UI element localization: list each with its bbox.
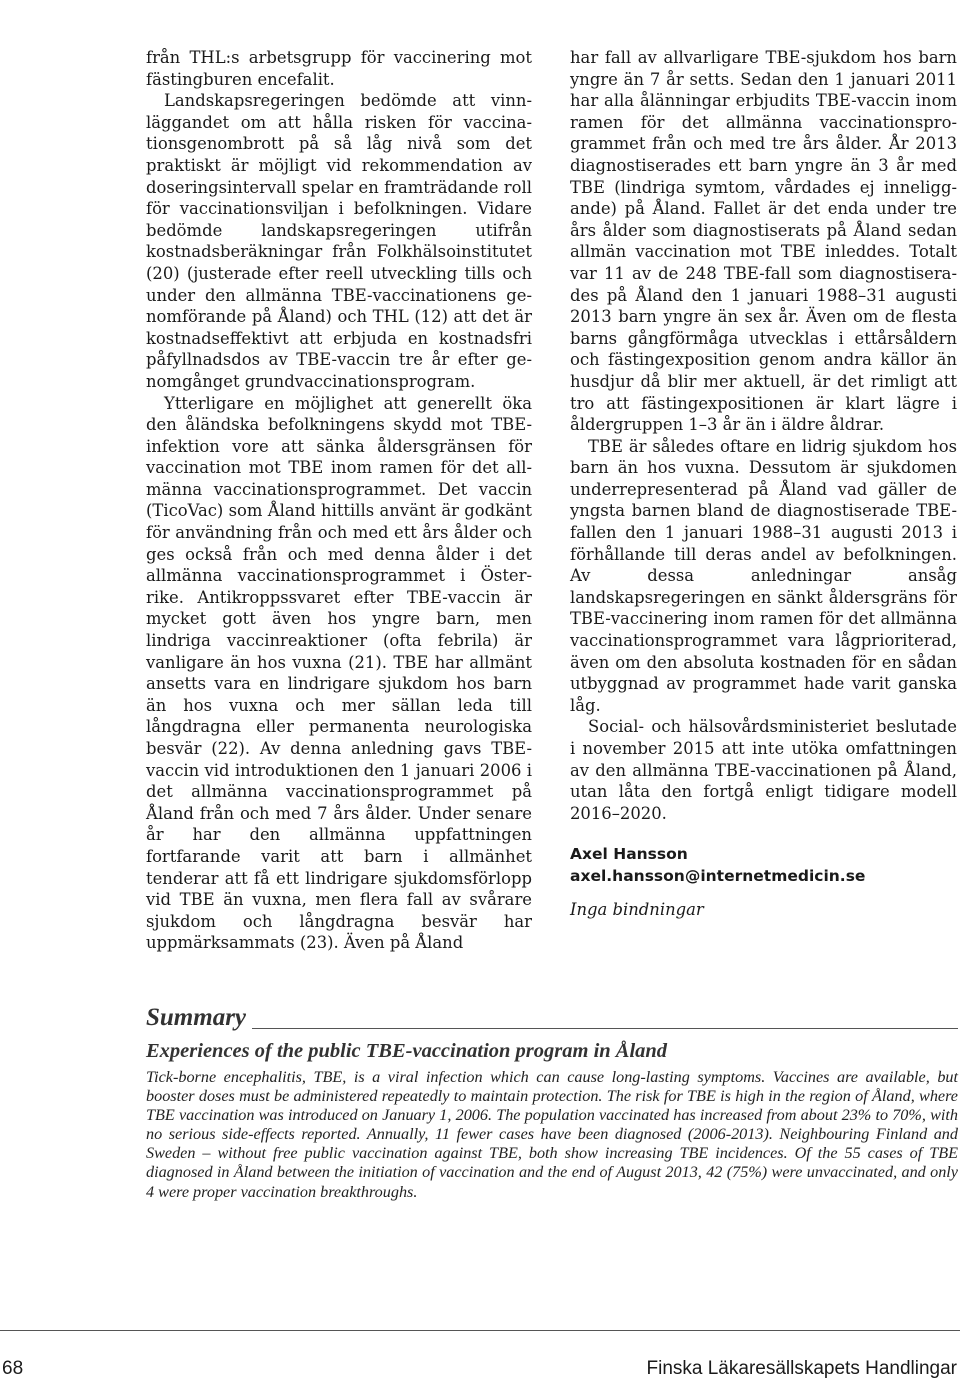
summary-rule [146, 1028, 958, 1029]
right-paragraph-2: TBE är således oftare en lidrig sjukdom hos barn än hos vuxna. Dessutom är sjukdomen underrepresenterad på Åland vad gäller de yngsta barnen bland de diagnostiserade TBE-fallen den 1 januari 1988–31 augusti 2013 i förhållande till deras andel av befolkningen. Av dessa anledningar ansåg landskapsregeringen en sänkt åldersgräns för TBE-vaccinering inom ramen för det allmänna vaccinationsprogrammet vara lågprioriterad, även om den absoluta kostnaden för en sådan utbyggnad av programmet hade varit ganska låg. [570, 436, 957, 715]
right-paragraph-1: har fall av allvarligare TBE-sjukdom hos barn yngre än 7 år setts. Sedan den 1 januari 2011 har alla ålänningar erbjudits TBE-vaccin inom ramen för det allmänna vaccinationsprogrammet från och med tre års ålder. År 2013 diagnostiserades ett barn yngre än 3 år med TBE (lindriga symtom, vårdades ej inneliggande) på Åland. Fallet är det enda under tre års ålder som diagnostiserats på Åland sedan allmän vaccination mot TBE inleddes. Totalt var 11 av de 248 TBE-fall som diagnostiserades på Åland den 1 januari 1988–31 augusti 2013 barn yngre än sex år. Även om de flesta barns gångförmåga utvecklas i ettårsåldern och fästingexposition genom andra källor än husdjur då blir mer aktuell, är det rimligt att tro att fästingexpositionen är klart lägre i åldergruppen 1–3 år än i äldre åldrar. [570, 48, 957, 435]
summary-body: Tick-borne encephalitis, TBE, is a viral infection which can cause long-lasting symptoms. Vaccines are available, but booster doses must be administered repeatedly to maintain protection. The risk for TBE is high in the region of Åland, where TBE vaccination was introduced on January 1, 2006. The population vaccinated has increased from about 23% to 70%, with no serious side-effects reported. Annually, 11 fewer cases have been diagnosed (2006-2013). Neighbouring Finland and Sweden – without free public vaccination against TBE, both show increasing TBE incidences. Of the 55 cases of TBE diagnosed in Åland between the initiation of vaccination and the end of August 2013, 42 (75%) were unvaccinated, and only 4 were proper vaccination breakthroughs. [146, 1068, 958, 1201]
summary-title: Experiences of the public TBE-vaccination program in Åland [146, 1040, 668, 1062]
right-paragraph-3: Social- och hälsovårdsministeriet beslutade i november 2015 att inte utöka omfattningen av den allmänna TBE-vaccinationen på Åland, utan låta den fortgå enligt tidigare modell 2016–2020. [570, 717, 957, 823]
left-paragraph-3: Ytterligare en möjlighet att generellt öka den åländska befolkningens skydd mot TBE-infektion vore att sänka åldersgränsen för vaccination mot TBE inom ramen för det allmänna vaccinationsprogrammet. Det vaccin (TicoVac) som Åland hittills använt är godkänt för användning från och med ett års ålder och ges också från och med denna ålder i det allmänna vaccinationsprogrammet i Österrike. Antikroppssvaret efter TBE-vaccin är mycket gott även hos yngre barn, men lindriga vaccinreaktioner (ofta febrila) är vanligare än hos vuxna (21). TBE har allmänt ansetts vara en lindrigare sjukdom hos barn än hos vuxna och mer sällan leda till långdragna eller permanenta neurologiska besvär (22). Av denna anledning gavs TBE-vaccin vid introduktionen den 1 januari 2006 i det allmänna vaccinationsprogrammet på Åland från och med 7 års ålder. Under senare år har den allmänna uppfattningen fortfarande varit att barn i allmänhet tenderar att få ett lindrigare sjukdomsförlopp vid TBE än vuxna, men flera fall av svårare sjukdom och långdragna besvär har uppmärksammats (23). Även på Åland [146, 393, 532, 953]
footer-rule [0, 1330, 960, 1331]
summary-heading-text: Summary [146, 1004, 252, 1032]
journal-name: Finska Läkaresällskapets Handlingar [646, 1358, 957, 1379]
author-email[interactable]: axel.hansson@internetmedicin.se [570, 867, 866, 886]
left-text-column [146, 47, 532, 954]
summary-heading [146, 1004, 958, 1034]
right-text-column [570, 47, 957, 921]
left-paragraph-2: Landskapsregeringen bedömde att vinnläggandet om att hålla risken för vaccinationsgenombrott på så låg nivå som det praktiskt är möjligt vid rekommendation av doseringsintervall spelar en framträdande roll för vaccinationsviljan i befolkningen. Vidare bedömde landskapsregeringen utifrån kostnadsberäkningar från Folkhälsoinstitutet (20) (justerade efter reell utveckling tills och under den allmänna TBE-vaccinationens genomförande på Åland) och THL (12) att det är kostnadseffektivt att erbjuda en kostnadsfri påfyllnadsdos av TBE-vaccin tre år efter genomgånget grundvaccinationsprogram. [146, 91, 532, 391]
left-paragraph-1: från THL:s arbetsgrupp för vaccinering mot fästingburen encefalit. [146, 48, 532, 89]
page-number: 68 [2, 1358, 24, 1379]
disclosure-note: Inga bindningar [570, 900, 704, 920]
author-name: Axel Hansson [570, 845, 688, 864]
